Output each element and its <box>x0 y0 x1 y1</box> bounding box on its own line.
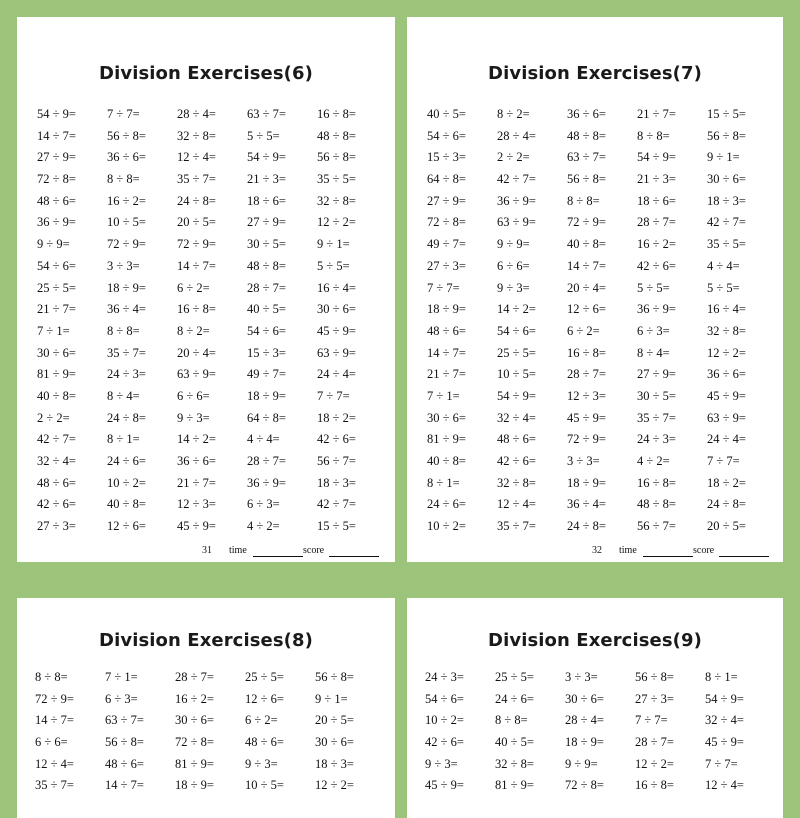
division-problem: 36 ÷ 6= <box>107 150 146 165</box>
division-problem: 40 ÷ 5= <box>495 735 534 750</box>
division-problem: 54 ÷ 6= <box>425 691 464 706</box>
division-problem: 8 ÷ 8= <box>107 172 140 187</box>
division-problem: 21 ÷ 7= <box>637 107 676 121</box>
worksheet-page-6 <box>17 17 395 562</box>
division-problem: 32 ÷ 4= <box>705 713 744 728</box>
division-problem: 10 ÷ 5= <box>497 367 536 382</box>
division-problem: 12 ÷ 2= <box>707 345 746 360</box>
division-problem: 24 ÷ 3= <box>107 367 146 382</box>
division-problem: 28 ÷ 7= <box>635 735 674 750</box>
division-problem: 27 ÷ 9= <box>637 367 676 382</box>
division-problem: 20 ÷ 4= <box>177 345 216 360</box>
division-problem: 2 ÷ 2= <box>497 150 530 165</box>
division-problem: 81 ÷ 9= <box>175 756 214 771</box>
division-problem: 48 ÷ 6= <box>427 323 466 338</box>
division-problem: 42 ÷ 7= <box>707 215 746 230</box>
time-label: time <box>229 545 247 556</box>
division-problem: 72 ÷ 9= <box>107 237 146 252</box>
division-problem: 28 ÷ 7= <box>637 215 676 230</box>
division-problem: 72 ÷ 8= <box>427 215 466 230</box>
division-problem: 7 ÷ 1= <box>427 388 460 403</box>
division-problem: 24 ÷ 8= <box>177 193 216 208</box>
division-problem: 28 ÷ 4= <box>177 107 216 121</box>
division-problem: 36 ÷ 9= <box>637 302 676 317</box>
division-problem: 4 ÷ 2= <box>637 454 670 468</box>
division-problem: 35 ÷ 7= <box>35 778 74 793</box>
division-problem: 8 ÷ 8= <box>35 670 68 684</box>
division-problem: 42 ÷ 7= <box>497 172 536 187</box>
division-problem: 16 ÷ 8= <box>177 302 216 317</box>
division-problem: 14 ÷ 7= <box>35 713 74 728</box>
page-number: 32 <box>592 545 602 556</box>
division-problem: 8 ÷ 1= <box>107 432 140 447</box>
division-problem: 25 ÷ 5= <box>37 280 76 295</box>
division-problem: 20 ÷ 5= <box>315 713 354 728</box>
division-problem: 63 ÷ 7= <box>105 713 144 728</box>
division-problem: 12 ÷ 3= <box>177 497 216 512</box>
division-problem: 21 ÷ 3= <box>637 172 676 187</box>
division-problem: 21 ÷ 7= <box>37 302 76 317</box>
division-problem: 45 ÷ 9= <box>707 388 746 403</box>
division-problem: 30 ÷ 5= <box>637 388 676 403</box>
division-problem: 42 ÷ 7= <box>317 497 356 512</box>
division-problem: 72 ÷ 8= <box>175 735 214 750</box>
division-problem: 6 ÷ 3= <box>247 497 280 512</box>
division-problem: 63 ÷ 9= <box>177 367 216 382</box>
division-problem: 30 ÷ 5= <box>247 237 286 252</box>
division-problem: 15 ÷ 5= <box>707 107 746 121</box>
division-problem: 48 ÷ 6= <box>37 193 76 208</box>
division-problem: 7 ÷ 7= <box>635 713 668 728</box>
division-problem: 81 ÷ 9= <box>427 432 466 447</box>
division-problem: 27 ÷ 3= <box>427 258 466 273</box>
division-problem: 14 ÷ 2= <box>497 302 536 317</box>
division-problem: 36 ÷ 9= <box>37 215 76 230</box>
division-problem: 14 ÷ 7= <box>427 345 466 360</box>
division-problem: 27 ÷ 3= <box>635 691 674 706</box>
division-problem: 48 ÷ 6= <box>497 432 536 447</box>
division-problem: 18 ÷ 6= <box>637 193 676 208</box>
division-problem: 18 ÷ 2= <box>317 410 356 425</box>
division-problem: 18 ÷ 2= <box>707 475 746 490</box>
division-problem: 81 ÷ 9= <box>495 778 534 793</box>
division-problem: 12 ÷ 4= <box>705 778 744 793</box>
division-problem: 24 ÷ 8= <box>107 410 146 425</box>
division-problem: 40 ÷ 8= <box>107 497 146 512</box>
page-number: 31 <box>202 545 212 556</box>
division-problem: 64 ÷ 8= <box>247 410 286 425</box>
score-blank <box>719 556 769 557</box>
division-problem: 36 ÷ 9= <box>497 193 536 208</box>
division-problem: 2 ÷ 2= <box>37 410 70 425</box>
division-problem: 48 ÷ 8= <box>247 258 286 273</box>
division-problem: 6 ÷ 2= <box>567 323 600 338</box>
division-problem: 12 ÷ 6= <box>245 691 284 706</box>
division-problem: 6 ÷ 6= <box>35 735 68 750</box>
division-problem: 12 ÷ 6= <box>107 519 146 534</box>
division-problem: 30 ÷ 6= <box>565 691 604 706</box>
division-problem: 54 ÷ 6= <box>247 323 286 338</box>
worksheet-page-8 <box>17 598 395 818</box>
division-problem: 5 ÷ 5= <box>707 280 740 295</box>
division-problem: 18 ÷ 3= <box>315 756 354 771</box>
division-problem: 5 ÷ 5= <box>317 258 350 273</box>
division-problem: 24 ÷ 6= <box>495 691 534 706</box>
division-problem: 7 ÷ 7= <box>107 107 140 121</box>
division-problem: 10 ÷ 5= <box>245 778 284 793</box>
division-problem: 4 ÷ 4= <box>247 432 280 447</box>
division-problem: 28 ÷ 4= <box>497 128 536 143</box>
division-problem: 25 ÷ 5= <box>495 670 534 684</box>
division-problem: 8 ÷ 4= <box>107 388 140 403</box>
division-problem: 24 ÷ 6= <box>107 454 146 468</box>
division-problem: 36 ÷ 9= <box>247 475 286 490</box>
division-problem: 15 ÷ 3= <box>247 345 286 360</box>
division-problem: 27 ÷ 9= <box>37 150 76 165</box>
division-problem: 24 ÷ 6= <box>427 497 466 512</box>
division-problem: 24 ÷ 3= <box>637 432 676 447</box>
division-problem: 6 ÷ 3= <box>105 691 138 706</box>
division-problem: 9 ÷ 3= <box>245 756 278 771</box>
division-problem: 56 ÷ 8= <box>315 670 354 684</box>
division-problem: 9 ÷ 3= <box>425 756 458 771</box>
division-problem: 42 ÷ 6= <box>317 432 356 447</box>
division-problem: 45 ÷ 9= <box>177 519 216 534</box>
score-label: score <box>303 545 325 556</box>
division-problem: 48 ÷ 8= <box>637 497 676 512</box>
division-problem: 3 ÷ 3= <box>565 670 598 684</box>
division-problem: 35 ÷ 5= <box>317 172 356 187</box>
division-problem: 21 ÷ 7= <box>427 367 466 382</box>
division-problem: 32 ÷ 8= <box>495 756 534 771</box>
division-problem: 28 ÷ 7= <box>247 454 286 468</box>
division-problem: 54 ÷ 9= <box>705 691 744 706</box>
division-problem: 14 ÷ 7= <box>37 128 76 143</box>
division-problem: 64 ÷ 8= <box>427 172 466 187</box>
division-problem: 56 ÷ 8= <box>567 172 606 187</box>
division-problem: 20 ÷ 5= <box>707 519 746 534</box>
division-problem: 24 ÷ 3= <box>425 670 464 684</box>
division-problem: 48 ÷ 8= <box>567 128 606 143</box>
division-problem: 36 ÷ 6= <box>567 107 606 121</box>
division-problem: 36 ÷ 6= <box>177 454 216 468</box>
division-problem: 45 ÷ 9= <box>705 735 744 750</box>
division-problem: 40 ÷ 8= <box>37 388 76 403</box>
division-problem: 56 ÷ 8= <box>105 735 144 750</box>
division-problem: 16 ÷ 8= <box>567 345 606 360</box>
division-problem: 72 ÷ 8= <box>565 778 604 793</box>
division-problem: 56 ÷ 8= <box>635 670 674 684</box>
division-problem: 12 ÷ 4= <box>35 756 74 771</box>
division-problem: 42 ÷ 6= <box>497 454 536 468</box>
division-problem: 14 ÷ 2= <box>177 432 216 447</box>
division-problem: 9 ÷ 9= <box>37 237 70 252</box>
division-problem: 28 ÷ 7= <box>175 670 214 684</box>
division-problem: 32 ÷ 8= <box>707 323 746 338</box>
division-problem: 35 ÷ 7= <box>497 519 536 534</box>
division-problem: 42 ÷ 6= <box>637 258 676 273</box>
division-problem: 9 ÷ 1= <box>315 691 348 706</box>
division-problem: 4 ÷ 4= <box>707 258 740 273</box>
division-problem: 63 ÷ 9= <box>707 410 746 425</box>
worksheet-page-7 <box>407 17 783 562</box>
division-problem: 18 ÷ 3= <box>707 193 746 208</box>
division-problem: 5 ÷ 5= <box>637 280 670 295</box>
division-problem: 36 ÷ 6= <box>707 367 746 382</box>
division-problem: 40 ÷ 5= <box>427 107 466 121</box>
division-problem: 32 ÷ 8= <box>177 128 216 143</box>
page-title: Division Exercises(9) <box>488 630 702 651</box>
division-problem: 16 ÷ 2= <box>107 193 146 208</box>
division-problem: 48 ÷ 6= <box>245 735 284 750</box>
division-problem: 28 ÷ 7= <box>247 280 286 295</box>
division-problem: 6 ÷ 2= <box>245 713 278 728</box>
division-problem: 21 ÷ 3= <box>247 172 286 187</box>
division-problem: 14 ÷ 7= <box>105 778 144 793</box>
division-problem: 10 ÷ 2= <box>425 713 464 728</box>
division-problem: 10 ÷ 2= <box>427 519 466 534</box>
division-problem: 42 ÷ 7= <box>37 432 76 447</box>
division-problem: 18 ÷ 9= <box>175 778 214 793</box>
division-problem: 28 ÷ 7= <box>567 367 606 382</box>
division-problem: 20 ÷ 5= <box>177 215 216 230</box>
division-problem: 48 ÷ 6= <box>37 475 76 490</box>
division-problem: 56 ÷ 7= <box>317 454 356 468</box>
division-problem: 7 ÷ 7= <box>707 454 740 468</box>
division-problem: 24 ÷ 4= <box>707 432 746 447</box>
division-problem: 12 ÷ 4= <box>177 150 216 165</box>
division-problem: 12 ÷ 6= <box>567 302 606 317</box>
division-problem: 7 ÷ 1= <box>105 670 138 684</box>
division-problem: 16 ÷ 2= <box>175 691 214 706</box>
division-problem: 7 ÷ 1= <box>37 323 70 338</box>
page-title: Division Exercises(6) <box>99 63 313 84</box>
division-problem: 3 ÷ 3= <box>107 258 140 273</box>
division-problem: 16 ÷ 8= <box>317 107 356 121</box>
worksheet-page-9 <box>407 598 783 818</box>
division-problem: 54 ÷ 9= <box>497 388 536 403</box>
division-problem: 49 ÷ 7= <box>427 237 466 252</box>
division-problem: 36 ÷ 4= <box>567 497 606 512</box>
division-problem: 18 ÷ 9= <box>427 302 466 317</box>
division-problem: 56 ÷ 7= <box>637 519 676 534</box>
division-problem: 30 ÷ 6= <box>175 713 214 728</box>
division-problem: 72 ÷ 8= <box>37 172 76 187</box>
division-problem: 81 ÷ 9= <box>37 367 76 382</box>
division-problem: 35 ÷ 7= <box>637 410 676 425</box>
division-problem: 10 ÷ 5= <box>107 215 146 230</box>
division-problem: 12 ÷ 2= <box>635 756 674 771</box>
division-problem: 8 ÷ 1= <box>427 475 460 490</box>
division-problem: 6 ÷ 6= <box>497 258 530 273</box>
division-problem: 45 ÷ 9= <box>317 323 356 338</box>
division-problem: 40 ÷ 8= <box>427 454 466 468</box>
division-problem: 16 ÷ 2= <box>637 237 676 252</box>
division-problem: 63 ÷ 9= <box>317 345 356 360</box>
division-problem: 3 ÷ 3= <box>567 454 600 468</box>
problem-grid <box>425 667 773 797</box>
division-problem: 12 ÷ 2= <box>315 778 354 793</box>
time-blank <box>643 556 693 557</box>
division-problem: 18 ÷ 9= <box>565 735 604 750</box>
division-problem: 56 ÷ 8= <box>707 128 746 143</box>
division-problem: 54 ÷ 9= <box>247 150 286 165</box>
problem-grid <box>37 104 385 538</box>
division-problem: 36 ÷ 4= <box>107 302 146 317</box>
division-problem: 7 ÷ 7= <box>317 388 350 403</box>
division-problem: 7 ÷ 7= <box>705 756 738 771</box>
division-problem: 30 ÷ 6= <box>37 345 76 360</box>
division-problem: 30 ÷ 6= <box>317 302 356 317</box>
division-problem: 48 ÷ 6= <box>105 756 144 771</box>
division-problem: 9 ÷ 3= <box>497 280 530 295</box>
division-problem: 27 ÷ 9= <box>247 215 286 230</box>
division-problem: 27 ÷ 3= <box>37 519 76 534</box>
division-problem: 72 ÷ 9= <box>177 237 216 252</box>
division-problem: 15 ÷ 5= <box>317 519 356 534</box>
division-problem: 32 ÷ 4= <box>497 410 536 425</box>
page-title: Division Exercises(8) <box>99 630 313 651</box>
division-problem: 8 ÷ 1= <box>705 670 738 684</box>
division-problem: 24 ÷ 8= <box>707 497 746 512</box>
division-problem: 40 ÷ 5= <box>247 302 286 317</box>
division-problem: 45 ÷ 9= <box>567 410 606 425</box>
division-problem: 72 ÷ 9= <box>567 432 606 447</box>
division-problem: 9 ÷ 9= <box>497 237 530 252</box>
division-problem: 24 ÷ 4= <box>317 367 356 382</box>
division-problem: 28 ÷ 4= <box>565 713 604 728</box>
division-problem: 35 ÷ 7= <box>107 345 146 360</box>
division-problem: 56 ÷ 8= <box>107 128 146 143</box>
division-problem: 30 ÷ 6= <box>707 172 746 187</box>
division-problem: 12 ÷ 4= <box>497 497 536 512</box>
division-problem: 54 ÷ 6= <box>427 128 466 143</box>
division-problem: 18 ÷ 9= <box>107 280 146 295</box>
division-problem: 18 ÷ 6= <box>247 193 286 208</box>
division-problem: 16 ÷ 8= <box>637 475 676 490</box>
division-problem: 8 ÷ 4= <box>637 345 670 360</box>
division-problem: 4 ÷ 2= <box>247 519 280 534</box>
division-problem: 54 ÷ 9= <box>637 150 676 165</box>
division-problem: 32 ÷ 8= <box>317 193 356 208</box>
division-problem: 72 ÷ 9= <box>567 215 606 230</box>
division-problem: 42 ÷ 6= <box>425 735 464 750</box>
division-problem: 20 ÷ 4= <box>567 280 606 295</box>
division-problem: 48 ÷ 8= <box>317 128 356 143</box>
division-problem: 12 ÷ 3= <box>567 388 606 403</box>
division-problem: 6 ÷ 2= <box>177 280 210 295</box>
division-problem: 54 ÷ 6= <box>37 258 76 273</box>
score-blank <box>329 556 379 557</box>
division-problem: 45 ÷ 9= <box>425 778 464 793</box>
division-problem: 8 ÷ 2= <box>177 323 210 338</box>
division-problem: 6 ÷ 6= <box>177 388 210 403</box>
division-problem: 18 ÷ 3= <box>317 475 356 490</box>
division-problem: 10 ÷ 2= <box>107 475 146 490</box>
division-problem: 32 ÷ 4= <box>37 454 76 468</box>
division-problem: 6 ÷ 3= <box>637 323 670 338</box>
division-problem: 35 ÷ 7= <box>177 172 216 187</box>
division-problem: 63 ÷ 7= <box>247 107 286 121</box>
division-problem: 16 ÷ 8= <box>635 778 674 793</box>
division-problem: 49 ÷ 7= <box>247 367 286 382</box>
division-problem: 27 ÷ 9= <box>427 193 466 208</box>
problem-grid <box>427 104 773 538</box>
division-problem: 25 ÷ 5= <box>497 345 536 360</box>
division-problem: 21 ÷ 7= <box>177 475 216 490</box>
division-problem: 30 ÷ 6= <box>427 410 466 425</box>
division-problem: 18 ÷ 9= <box>567 475 606 490</box>
division-problem: 8 ÷ 8= <box>495 713 528 728</box>
division-problem: 9 ÷ 9= <box>565 756 598 771</box>
division-problem: 56 ÷ 8= <box>317 150 356 165</box>
division-problem: 8 ÷ 8= <box>567 193 600 208</box>
division-problem: 8 ÷ 8= <box>107 323 140 338</box>
time-label: time <box>619 545 637 556</box>
division-problem: 54 ÷ 9= <box>37 107 76 121</box>
division-problem: 5 ÷ 5= <box>247 128 280 143</box>
division-problem: 42 ÷ 6= <box>37 497 76 512</box>
division-problem: 14 ÷ 7= <box>177 258 216 273</box>
division-problem: 72 ÷ 9= <box>35 691 74 706</box>
division-problem: 9 ÷ 1= <box>317 237 350 252</box>
division-problem: 16 ÷ 4= <box>317 280 356 295</box>
page-title: Division Exercises(7) <box>488 63 702 84</box>
division-problem: 54 ÷ 6= <box>497 323 536 338</box>
division-problem: 32 ÷ 8= <box>497 475 536 490</box>
division-problem: 24 ÷ 8= <box>567 519 606 534</box>
division-problem: 30 ÷ 6= <box>315 735 354 750</box>
division-problem: 40 ÷ 8= <box>567 237 606 252</box>
division-problem: 8 ÷ 2= <box>497 107 530 121</box>
division-problem: 15 ÷ 3= <box>427 150 466 165</box>
division-problem: 7 ÷ 7= <box>427 280 460 295</box>
division-problem: 25 ÷ 5= <box>245 670 284 684</box>
problem-grid <box>35 667 385 797</box>
time-blank <box>253 556 303 557</box>
score-label: score <box>693 545 715 556</box>
division-problem: 12 ÷ 2= <box>317 215 356 230</box>
division-problem: 9 ÷ 3= <box>177 410 210 425</box>
division-problem: 63 ÷ 7= <box>567 150 606 165</box>
division-problem: 14 ÷ 7= <box>567 258 606 273</box>
division-problem: 63 ÷ 9= <box>497 215 536 230</box>
division-problem: 8 ÷ 8= <box>637 128 670 143</box>
division-problem: 18 ÷ 9= <box>247 388 286 403</box>
division-problem: 16 ÷ 4= <box>707 302 746 317</box>
division-problem: 9 ÷ 1= <box>707 150 740 165</box>
division-problem: 35 ÷ 5= <box>707 237 746 252</box>
